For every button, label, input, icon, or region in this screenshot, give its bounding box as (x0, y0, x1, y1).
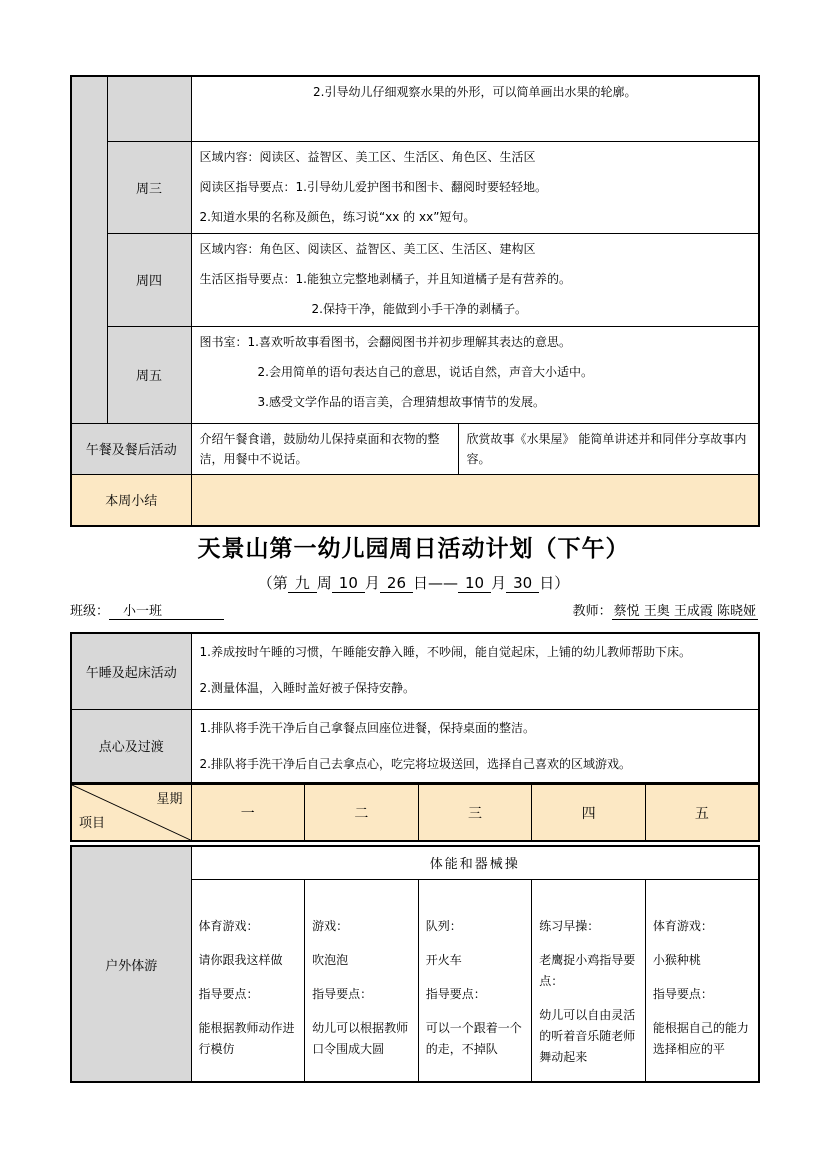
outdoor-thu-cell (532, 879, 646, 1082)
content-line: 老鹰捉小鸡指导要点： (539, 952, 636, 988)
content-line: 游戏： (312, 918, 349, 933)
week-number-blank: 九 (288, 574, 317, 593)
content-line: 3.感受文学作品的语言美，合理猜想故事情节的发展。 (257, 394, 545, 409)
content-line: 1.养成按时午睡的习惯，午睡能安静入睡，不吵闹，能自觉起床，上铺的幼儿教师帮助下床。 (199, 645, 691, 659)
day-header-mon: 一 (191, 784, 305, 841)
class-field (70, 600, 224, 620)
corner-header-cell (71, 784, 191, 841)
content-line: 开火车 (425, 952, 462, 967)
day-content-cell (191, 76, 759, 141)
outdoor-mon-cell (191, 879, 305, 1082)
date-range-line (0, 572, 827, 593)
content-line: 区域内容：阅读区、益智区、美工区、生活区、角色区、生活区 (199, 149, 536, 164)
outdoor-wed-cell (418, 879, 532, 1082)
summary-content-cell (191, 474, 759, 526)
content-line: 体育游戏： (652, 918, 713, 933)
class-value: 小一班 (109, 600, 224, 620)
content-line: 指导要点： (198, 986, 259, 1001)
content-line: 指导要点： (652, 986, 713, 1001)
content-line: 小猴种桃 (652, 952, 701, 967)
content-line: 可以一个跟着一个的走，不掉队 (425, 1020, 522, 1056)
outdoor-fri-cell (645, 879, 759, 1082)
content-line: 生活区指导要点：1.能独立完整地剥橘子，并且知道橘子是有营养的。 (199, 271, 571, 286)
spacer-cell (71, 76, 107, 423)
day-header-wed: 三 (418, 784, 532, 841)
table-row (71, 474, 759, 526)
date-text: 月 (491, 574, 507, 592)
date-text: 周 (316, 574, 332, 592)
teacher-field (573, 600, 758, 620)
lunch-label: 午餐及餐后活动 (71, 423, 191, 474)
outdoor-tue-cell (305, 879, 419, 1082)
content-line: 介绍午餐食谱，鼓励幼儿保持桌面和衣物的整洁，用餐中不说话。 (199, 431, 440, 466)
table-row (71, 784, 759, 841)
content-line: 队列： (425, 918, 462, 933)
content-line: 指导要点： (425, 986, 486, 1001)
date-text: （第 (257, 574, 288, 592)
table-row (71, 141, 759, 233)
content-line: 请你跟我这样做 (198, 952, 283, 967)
outdoor-activity-table (70, 845, 760, 1083)
content-line: 体育游戏： (198, 918, 259, 933)
table-row (71, 423, 759, 474)
weekday-header-table (70, 783, 760, 842)
content-line: 指导要点： (312, 986, 373, 1001)
content-line: 2.测量体温，入睡时盖好被子保持安静。 (199, 681, 415, 695)
content-line: 2.保持干净，能做到小手干净的剥橘子。 (311, 301, 527, 316)
snack-label: 点心及过渡 (71, 709, 191, 783)
corner-item-label: 项目 (79, 816, 106, 831)
end-month-blank: 10 (458, 574, 491, 593)
date-text: 月 (364, 574, 380, 592)
day-content-cell (191, 326, 759, 423)
day-header-fri: 五 (645, 784, 759, 841)
page-title: 天景山第一幼儿园周日活动计划（下午） (197, 536, 630, 562)
table-row (71, 233, 759, 326)
table-row (71, 846, 759, 879)
day-header-thu: 四 (532, 784, 646, 841)
lunch-right-cell (458, 423, 759, 474)
teacher-label: 教师： (572, 604, 612, 619)
content-line: 吹泡泡 (312, 952, 349, 967)
table-row (71, 326, 759, 423)
content-line: 能根据教师动作进行模仿 (198, 1020, 295, 1056)
week-detail-table (70, 75, 760, 527)
corner-week-label: 星期 (156, 792, 183, 807)
class-label: 班级： (70, 604, 110, 619)
content-line: 欣赏故事《水果屋》 能简单讲述并和同伴分享故事内容。 (466, 431, 747, 466)
content-line: 2.知道水果的名称及颜色，练习说“xx 的 xx”短句。 (199, 209, 476, 224)
content-line: 2.排队将手洗干净后自己去拿点心，吃完将垃圾送回，选择自己喜欢的区域游戏。 (199, 756, 631, 771)
exercise-banner-cell: 体能和器械操 (191, 846, 759, 879)
content-line: 2.引导幼儿仔细观察水果的外形，可以简单画出水果的轮廓。 (313, 85, 637, 99)
end-day-blank: 30 (506, 574, 539, 593)
content-line: 阅读区指导要点：1.引导幼儿爱护图书和图卡、翻阅时要轻轻地。 (199, 179, 547, 194)
start-day-blank: 26 (380, 574, 413, 593)
content-line: 2.会用简单的语句表达自己的意思，说话自然，声音大小适中。 (257, 364, 593, 379)
summary-label: 本周小结 (71, 474, 191, 526)
snack-content-cell (191, 709, 759, 783)
day-content-cell (191, 233, 759, 326)
date-text: 日—— (413, 574, 459, 592)
table-row (71, 76, 759, 141)
table-row (71, 633, 759, 709)
content-line: 图书室：1.喜欢听故事看图书，会翻阅图书并初步理解其表达的意思。 (199, 334, 571, 349)
date-text: 日） (539, 574, 570, 592)
afternoon-routine-table (70, 632, 760, 784)
day-header-tue: 二 (305, 784, 419, 841)
day-label-fri: 周五 (107, 326, 191, 423)
content-line: 幼儿可以自由灵活的听着音乐随老师舞动起来 (539, 1007, 636, 1064)
content-line: 区域内容：角色区、阅读区、益智区、美工区、生活区、建构区 (199, 241, 536, 256)
day-label-wed: 周三 (107, 141, 191, 233)
day-label-empty (107, 76, 191, 141)
teacher-value: 蔡悦 王奥 王成霞 陈晓娅 (613, 604, 756, 619)
nap-label: 午睡及起床活动 (71, 633, 191, 709)
content-line: 1.排队将手洗干净后自己拿餐点回座位进餐，保持桌面的整洁。 (199, 720, 535, 735)
start-month-blank: 10 (332, 574, 365, 593)
day-label-thu: 周四 (107, 233, 191, 326)
day-content-cell (191, 141, 759, 233)
content-line: 幼儿可以根据教师口令围成大圆 (312, 1020, 409, 1056)
nap-content-cell (191, 633, 759, 709)
outdoor-label: 户外体游 (71, 846, 191, 1082)
content-line: 练习早操： (539, 918, 600, 933)
class-teacher-line (70, 600, 758, 620)
table-row (71, 709, 759, 783)
lunch-left-cell (191, 423, 458, 474)
content-line: 能根据自己的能力选择相应的平 (652, 1020, 749, 1056)
